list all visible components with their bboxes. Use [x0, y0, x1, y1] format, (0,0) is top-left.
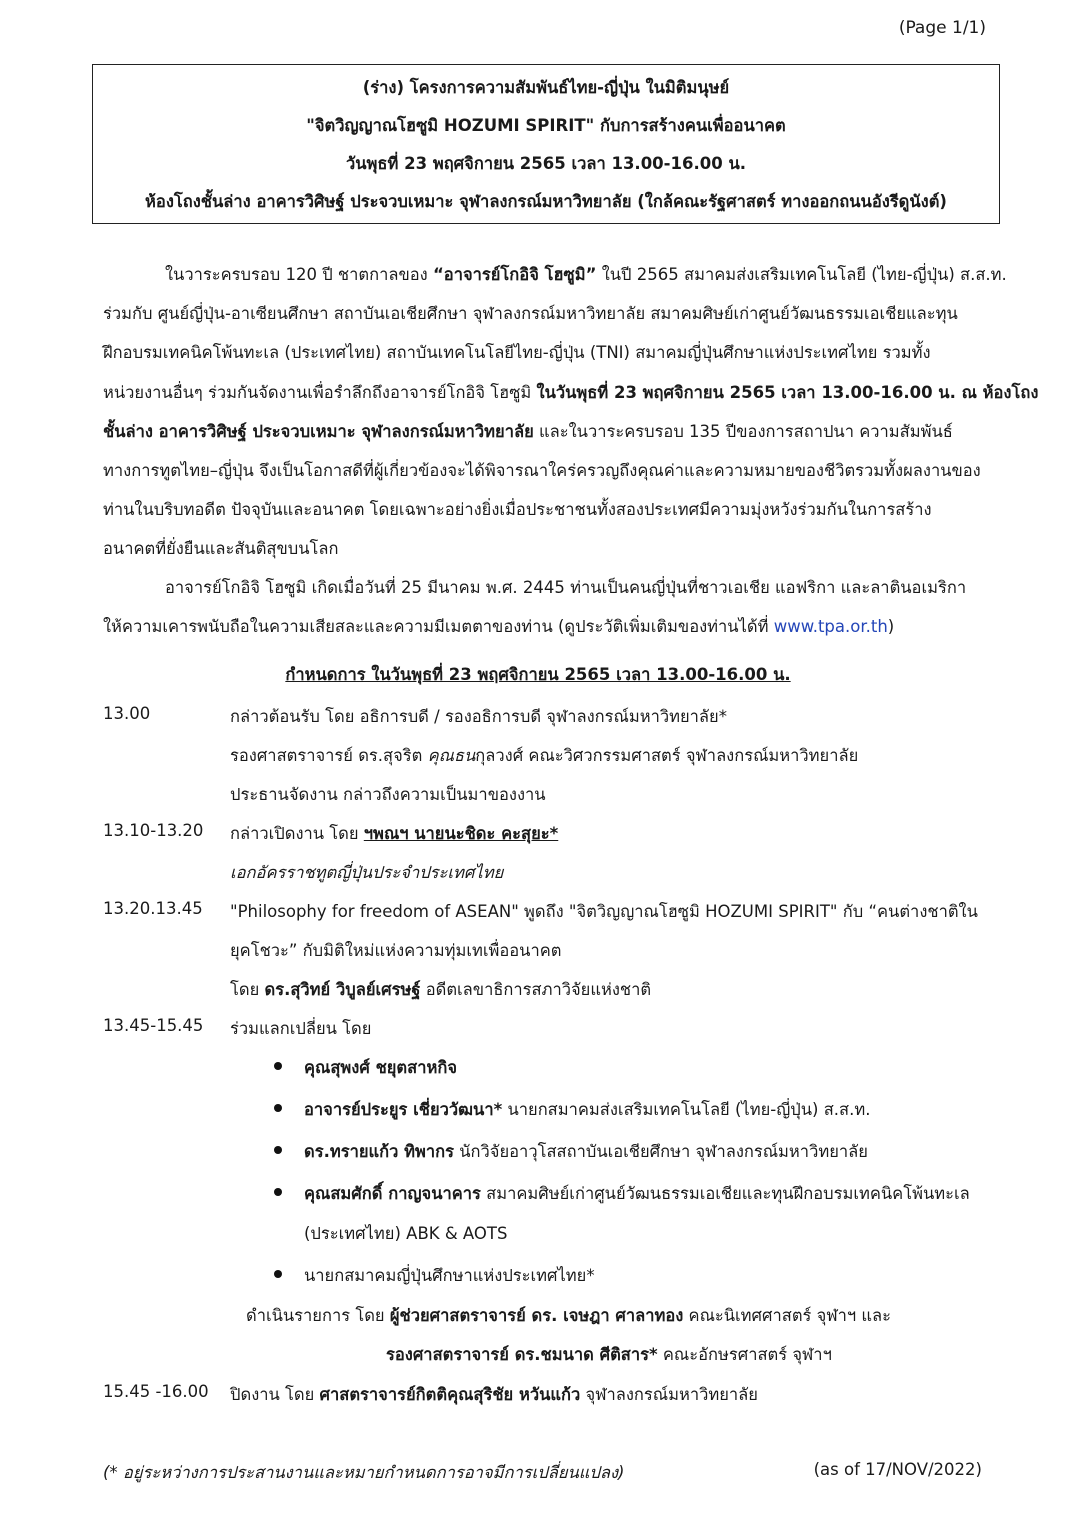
intro-line-3: ฝึกอบรมเทคนิคโพ้นทะเล (ประเทศไทย) สถาบันเทคโนโลยีไทย-ญี่ปุ่น (TNI) สมาคมญี่ปุ่นศึกษาแห่งประเทศไทย รวมทั้ง: [103, 343, 931, 362]
footnote: (* อยู่ระหว่างการประสานงานและหมายกำหนดการอาจมีการเปลี่ยนแปลง): [103, 1463, 625, 1482]
time-slot-1: 13.00: [103, 704, 151, 723]
slot3-line-2: ยุคโชวะ” กับมิติใหม่แห่งความทุ่มเทเพื่ออนาคต: [230, 941, 562, 960]
panelist-name: ดร.ทรายแก้ว ทิพากร: [304, 1142, 455, 1161]
slot2-line-1: [230, 821, 558, 847]
slot3-text: โดย: [230, 980, 265, 999]
intro-text: หน่วยงานอื่นๆ ร่วมกันจัดงานเพื่อรำลึกถึงอาจารย์โกอิจิ โฮซูมิ: [103, 383, 537, 402]
moderator-line-1: [246, 1303, 891, 1329]
slot1-line-2: [230, 743, 858, 769]
as-of-date: (as of 17/NOV/2022): [813, 1460, 982, 1479]
honoree-name: “อาจารย์โกอิจิ โฮซูมิ”: [432, 265, 597, 284]
bio-text: ให้ความเคารพนับถือในความเสียสละและความมีเมตตาของท่าน (ดูประวัติเพิ่มเติมของท่านได้ที่: [103, 617, 774, 636]
panelist-affiliation: นักวิจัยอาวุโสสถาบันเอเชียศึกษา จุฬาลงกรณ์มหาวิทยาลัย: [454, 1142, 868, 1161]
slot1-text: กุลวงศ์ คณะวิศวกรรมศาสตร์ จุฬาลงกรณ์มหาวิทยาลัย: [475, 746, 859, 765]
title-line-1: (ร่าง) โครงการความสัมพันธ์ไทย-ญี่ปุ่น ในมิติมนุษย์: [362, 78, 730, 97]
panelist-2: [304, 1097, 870, 1123]
speaker-name: ดร.สุวิทย์ วิบูลย์เศรษฐ์: [264, 980, 421, 999]
bullet-icon: [274, 1188, 282, 1196]
moderator-name: ผู้ช่วยศาสตราจารย์ ดร. เจษฎา ศาลาทอง: [389, 1306, 684, 1325]
intro-line-8: อนาคตที่ยั่งยืนและสันติสุขบนโลก: [103, 539, 339, 558]
slot3-text: อดีตเลขาธิการสภาวิจัยแห่งชาติ: [420, 980, 652, 999]
title-line-4: ห้องโถงชั้นล่าง อาคารวิศิษฐ์ ประจวบเหมาะ จุฬาลงกรณ์มหาวิทยาลัย (ใกล้คณะรัฐศาสตร์ ทางออกถนนอังรีดูนังต์): [145, 192, 947, 211]
moderator-text: คณะอักษรศาสตร์ จุฬาฯ: [657, 1345, 832, 1364]
bio-text: ): [887, 617, 895, 636]
time-slot-5: 15.45 -16.00: [103, 1382, 209, 1401]
bio-line-1: อาจารย์โกอิจิ โฮซูมิ เกิดเมื่อวันที่ 25 มีนาคม พ.ศ. 2445 ท่านเป็นคนญี่ปุ่นที่ชาวเอเชีย แอฟริกา และลาตินอเมริกา: [165, 578, 967, 597]
bullet-icon: [274, 1146, 282, 1154]
slot3-line-3: [230, 977, 651, 1003]
time-slot-2: 13.10-13.20: [103, 821, 204, 840]
time-slot-3: 13.20.13.45: [103, 899, 203, 918]
intro-text: ในปี 2565 สมาคมส่งเสริมเทคโนโลยี (ไทย-ญี่ปุ่น) ส.ส.ท.: [596, 265, 1007, 284]
bullet-icon: [274, 1270, 282, 1278]
bullet-icon: [274, 1104, 282, 1112]
panelist-affiliation: นายกสมาคมส่งเสริมเทคโนโลยี (ไทย-ญี่ปุ่น) ส.ส.ท.: [502, 1100, 871, 1119]
schedule-title: กำหนดการ ในวันพุธที่ 23 พฤศจิกายน 2565 เวลา 13.00-16.00 น.: [285, 665, 791, 684]
intro-text: ในวาระครบรอบ 120 ปี ชาตกาลของ: [165, 265, 433, 284]
panelist-1: คุณสุพงศ์ ชยุตสาหกิจ: [304, 1058, 458, 1077]
moderator-text: ดำเนินรายการ โดย: [246, 1306, 390, 1325]
slot3-line-1: "Philosophy for freedom of ASEAN" พูดถึง "จิตวิญญาณโฮซูมิ HOZUMI SPIRIT" กับ “คนต่างชาติใน: [230, 902, 978, 921]
slot5-text: จุฬาลงกรณ์มหาวิทยาลัย: [580, 1385, 758, 1404]
slot1-line-3: ประธานจัดงาน กล่าวถึงความเป็นมาของงาน: [230, 785, 546, 804]
intro-line-2: ร่วมกับ ศูนย์ญี่ปุ่น-อาเซียนศึกษา สถาบันเอเชียศึกษา จุฬาลงกรณ์มหาวิทยาลัย สมาคมศิษย์เก่าศูนย์วัฒนธรรมเอเชียและทุน: [103, 304, 958, 323]
title-box: [92, 64, 1000, 224]
slot2-text: กล่าวเปิดงาน โดย: [230, 824, 364, 843]
panelist-affiliation: สมาคมศิษย์เก่าศูนย์วัฒนธรรมเอเชียและทุนฝึกอบรมเทคนิคโพ้นทะเล: [480, 1184, 970, 1203]
moderator-text: คณะนิเทศศาสตร์ จุฬาฯ และ: [683, 1306, 891, 1325]
panelist-4-line-2: (ประเทศไทย) ABK & AOTS: [304, 1224, 508, 1243]
intro-text: และในวาระครบรอบ 135 ปีของการสถาปนา ความสัมพันธ์: [533, 422, 953, 441]
slot1-italic: คุณธน: [427, 746, 476, 765]
event-venue: ชั้นล่าง อาคารวิศิษฐ์ ประจวบเหมาะ จุฬาลงกรณ์มหาวิทยาลัย: [103, 422, 534, 441]
page-number: (Page 1/1): [898, 18, 986, 38]
slot1-line-1: กล่าวต้อนรับ โดย อธิการบดี / รองอธิการบดี จุฬาลงกรณ์มหาวิทยาลัย*: [230, 707, 727, 726]
intro-line-7: ท่านในบริบทอดีต ปัจจุบันและอนาคต โดยเฉพาะอย่างยิ่งเมื่อประชาชนทั้งสองประเทศมีความมุ่งหวังร่วมกันในการสร้าง: [103, 500, 932, 519]
bullet-icon: [274, 1062, 282, 1070]
panelist-name: คุณสมศักดิ์ กาญจนาคาร: [304, 1184, 481, 1203]
moderator-name: รองศาสตราจารย์ ดร.ชมนาด ศีติสาร*: [386, 1345, 658, 1364]
title-line-2: "จิตวิญญาณโฮซูมิ HOZUMI SPIRIT" กับการสร้างคนเพื่ออนาคต: [306, 116, 786, 135]
slot5-line-1: [230, 1382, 758, 1408]
slot4-line-1: ร่วมแลกเปลี่ยน โดย: [230, 1019, 372, 1038]
intro-line-6: ทางการทูตไทย–ญี่ปุ่น จึงเป็นโอกาสดีที่ผู้เกี่ยวข้องจะได้พิจารณาใคร่ครวญถึงคุณค่าและความหมายของชีวิตรวมทั้งผลงานของ: [103, 461, 981, 480]
closing-speaker-name: ศาสตราจารย์กิตติคุณสุริชัย หวันแก้ว: [319, 1385, 581, 1404]
intro-line-5: [103, 419, 953, 445]
panelist-4: [304, 1181, 970, 1207]
event-datetime: ในวันพุธที่ 23 พฤศจิกายน 2565 เวลา 13.00-16.00 น. ณ ห้องโถง: [536, 383, 1039, 402]
time-slot-4: 13.45-15.45: [103, 1016, 204, 1035]
tpa-link[interactable]: www.tpa.or.th: [773, 617, 888, 636]
ambassador-name: ฯพณฯ นายนะชิดะ คะสุยะ*: [363, 824, 559, 843]
slot1-text: รองศาสตราจารย์ ดร.สุจริต: [230, 746, 428, 765]
slot5-text: ปิดงาน โดย: [230, 1385, 320, 1404]
title-line-3: วันพุธที่ 23 พฤศจิกายน 2565 เวลา 13.00-16.00 น.: [346, 154, 746, 173]
slot2-line-2: เอกอัครราชทูตญี่ปุ่นประจำประเทศไทย: [230, 863, 504, 882]
bio-line-2: [103, 614, 894, 640]
moderator-line-2: [386, 1342, 832, 1368]
panelist-5: นายกสมาคมญี่ปุ่นศึกษาแห่งประเทศไทย*: [304, 1266, 595, 1285]
intro-line-1: [165, 262, 1007, 288]
panelist-3: [304, 1139, 868, 1165]
panelist-name: อาจารย์ประยูร เชี่ยววัฒนา*: [304, 1100, 503, 1119]
intro-line-4: [103, 380, 1038, 406]
